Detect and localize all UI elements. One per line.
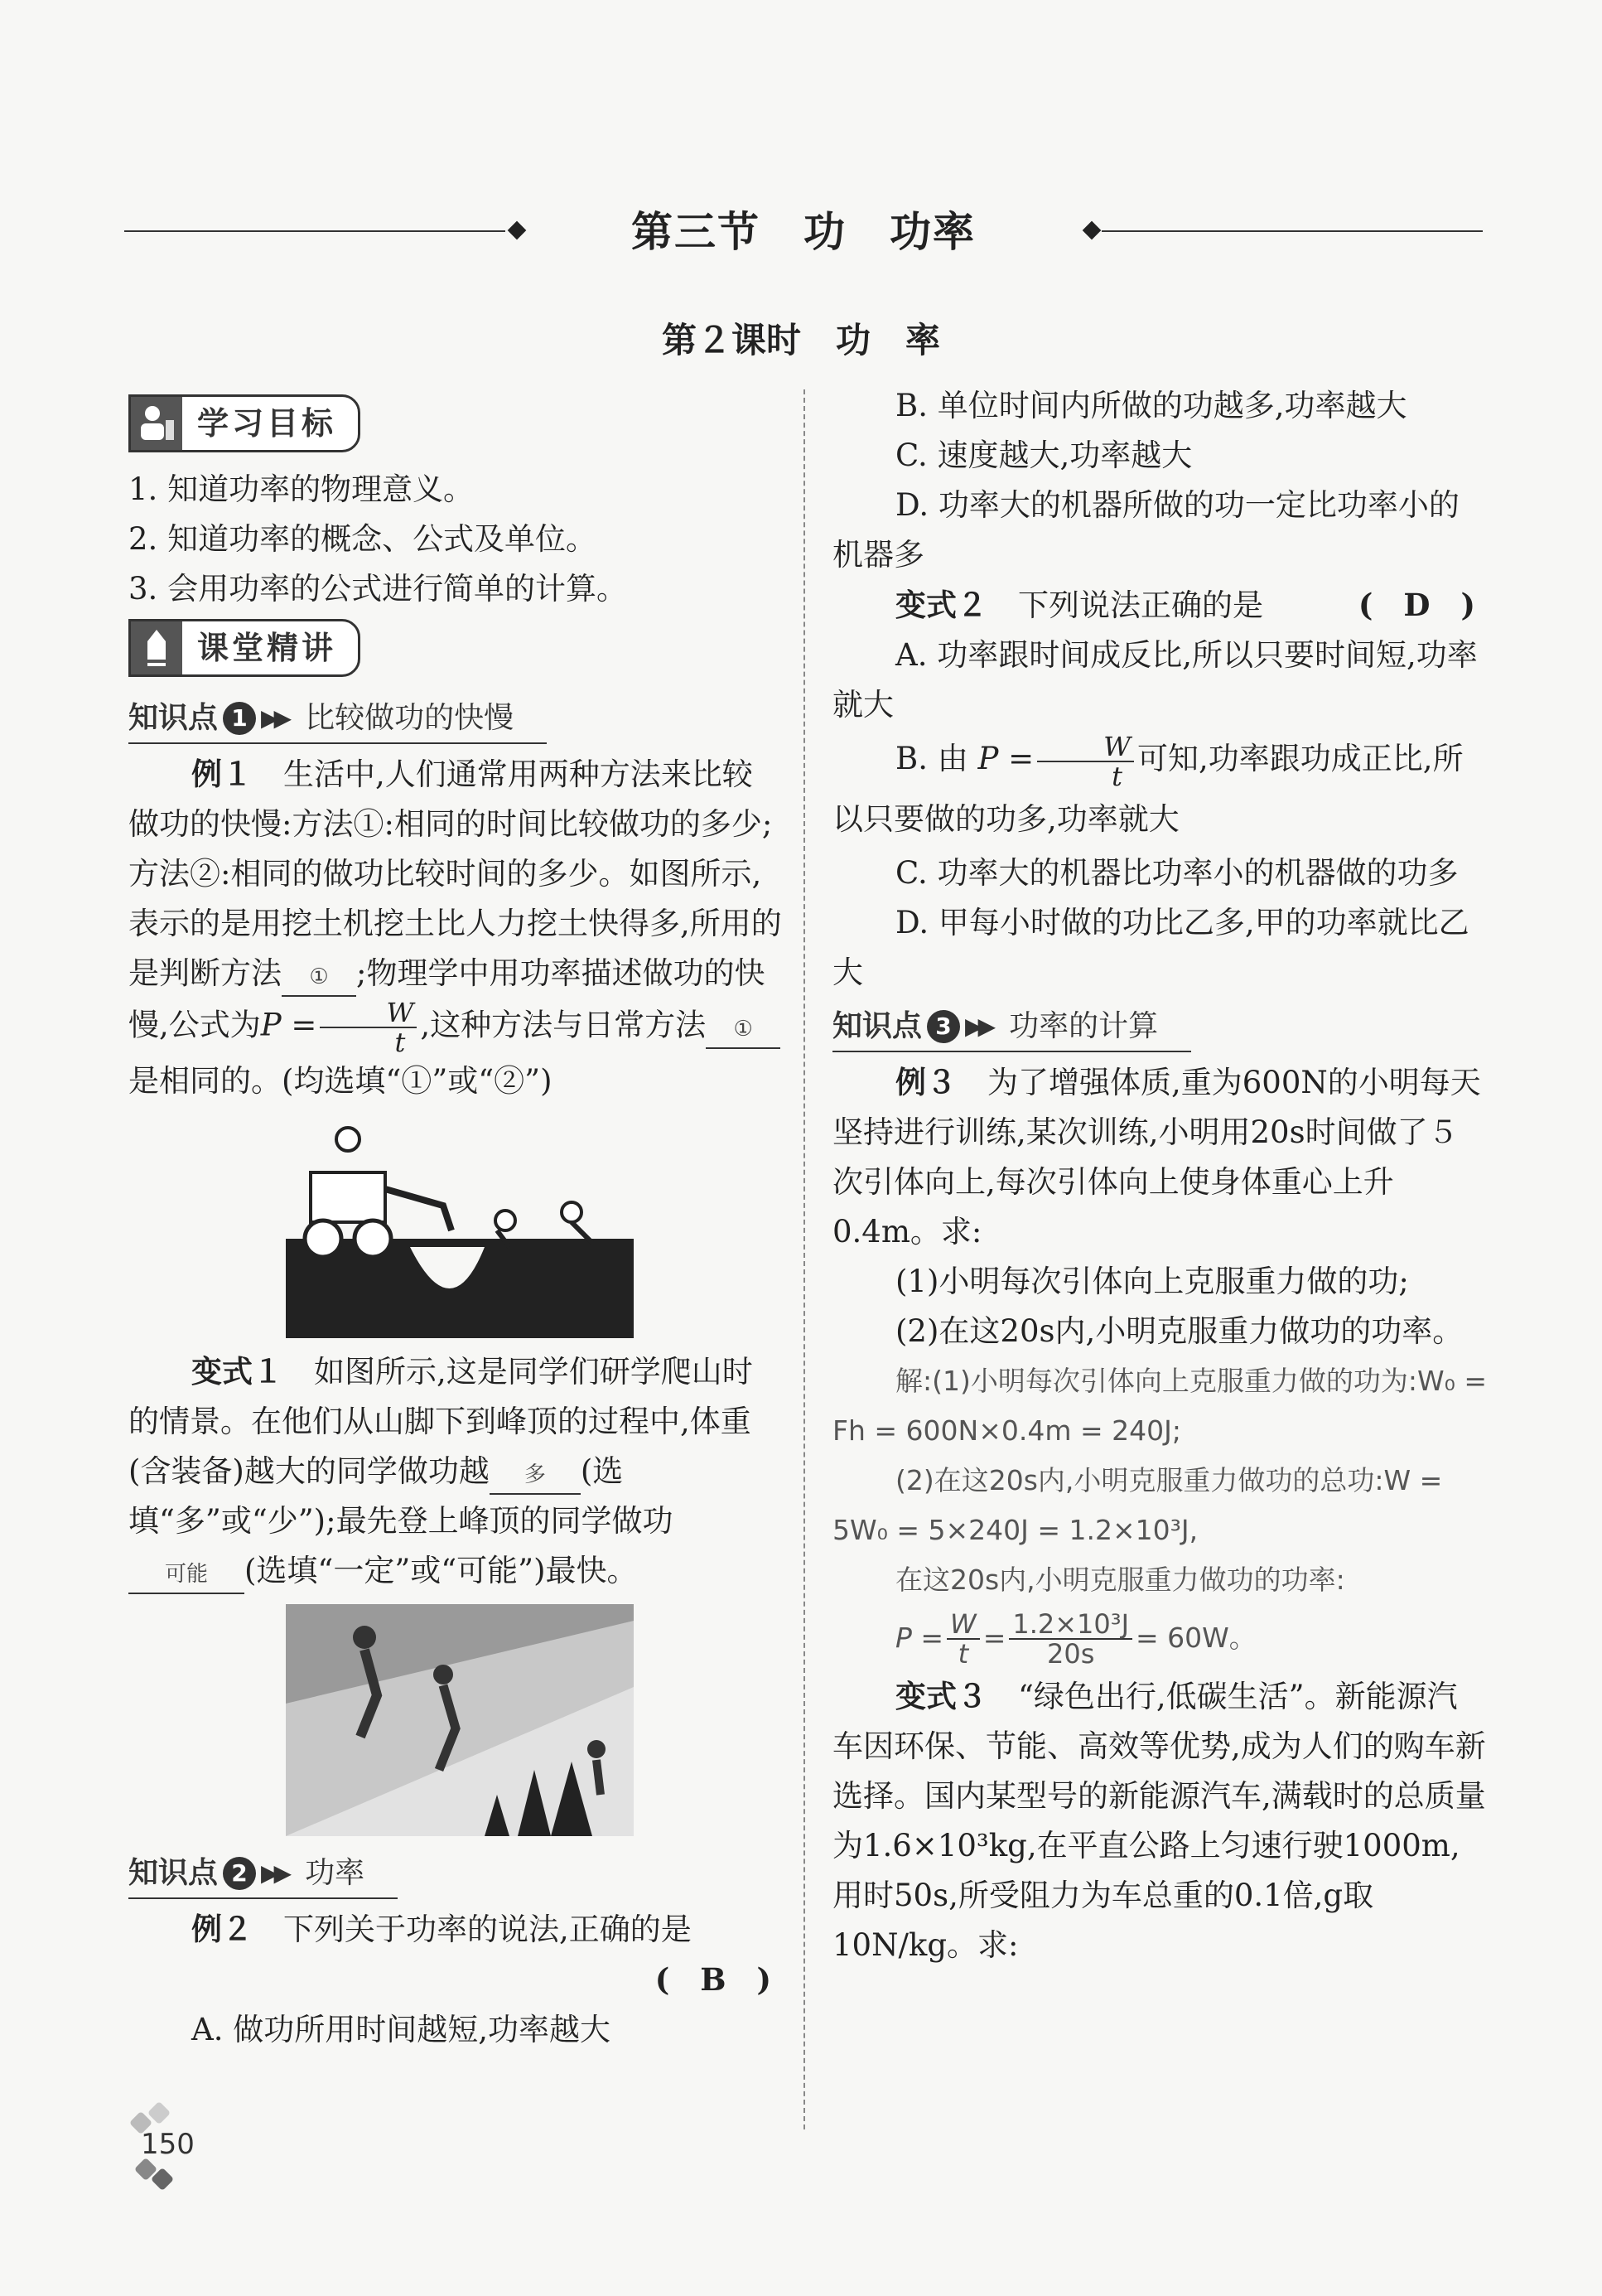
- kp-number: 3: [927, 1010, 960, 1043]
- option: C. 功率大的机器比功率小的机器做的功多: [895, 854, 1459, 891]
- column-divider: [803, 389, 805, 2129]
- solution-line: 在这20s内,小明克服重力做功的功率:: [895, 1563, 1345, 1596]
- option: D. 甲每小时做的功比乙多,甲的功率就比乙大: [832, 904, 1469, 990]
- option: A. 功率跟时间成反比,所以只要时间短,功率就大: [832, 637, 1478, 723]
- knowledge-point-3: [832, 1003, 1191, 1052]
- kp-number: 1: [223, 702, 256, 735]
- fraction-numerator: W: [1037, 732, 1134, 762]
- answer-bracket: [128, 1955, 783, 2005]
- title-rule-right: [1102, 230, 1483, 232]
- section-title: 第三节 功 功率: [631, 207, 976, 256]
- solution-line: 解:(1)小明每次引体向上克服重力做的功为:W₀ = Fh = 600N×0.4m = 240J;: [832, 1364, 1487, 1447]
- example-text: 生活中,人们通常用两种方法来比较做功的快慢:方法①:相同的时间比较做功的多少;方法②:相同的做功比较时间的多少。如图所示,表示的是用挖土机挖土比人力挖土快得多,所用的是判断方法: [128, 756, 782, 991]
- answer-blank: [128, 1554, 244, 1594]
- option: A. 做功所用时间越短,功率越大: [191, 2012, 611, 2047]
- fraction-denominator: t: [1112, 760, 1123, 792]
- kp-title: 比较做功的快慢: [305, 701, 514, 735]
- answer-text: ①: [733, 1016, 753, 1042]
- goal-item: 2. 知道功率的概念、公式及单位。: [128, 521, 597, 557]
- fraction: [947, 1610, 980, 1668]
- kp-title: 功率的计算: [1009, 1008, 1159, 1043]
- variant-1: [128, 1346, 783, 1596]
- example-1: [128, 749, 783, 1106]
- option-text: B. 由: [895, 741, 968, 776]
- variant-3: [832, 1671, 1487, 1970]
- excavator-figure: [128, 1106, 783, 1346]
- double-arrow-icon: ▶▶: [965, 1012, 992, 1040]
- option: [832, 730, 1487, 848]
- fraction-numerator: 1.2×10³J: [1009, 1610, 1132, 1640]
- question: (2)在这20s内,小明克服重力做功的功率。: [895, 1312, 1464, 1349]
- example-label: 例１: [191, 756, 253, 792]
- class-lecture-label: 课堂精讲: [197, 630, 337, 666]
- fraction-denominator: t: [958, 1638, 969, 1670]
- fraction-denominator: t: [394, 1027, 406, 1058]
- variant-2: [832, 580, 1487, 631]
- answer-text: ( D ): [1358, 587, 1475, 623]
- fraction-numerator: W: [947, 1610, 980, 1640]
- pencil-icon: [131, 621, 182, 674]
- left-column: [128, 389, 783, 2055]
- formula-symbol: =: [982, 1621, 1006, 1654]
- kp-title: 功率: [305, 1856, 365, 1890]
- answer-text: ①: [309, 964, 329, 989]
- answer-blank: [282, 956, 356, 997]
- option: B. 单位时间内所做的功越多,功率越大: [895, 388, 1407, 423]
- option: C. 速度越大,功率越大: [895, 437, 1193, 473]
- variant-text: 如图所示,这是同学们研学爬山时的情景。在他们从山脚下到峰顶的过程中,体重(含装备)越大的同学做功越: [128, 1354, 753, 1489]
- example-label: 例３: [895, 1063, 957, 1100]
- example-label: 例２: [191, 1911, 253, 1947]
- kp-label: 知识点: [128, 701, 219, 735]
- answer-text: ( B ): [654, 1961, 771, 1998]
- page-number: 150: [141, 2128, 195, 2161]
- fraction: [320, 998, 417, 1056]
- variant-label: 变式３: [895, 1677, 987, 1714]
- example-text: 为了增强体质,重为600N的小明每天坚持进行训练,某次训练,小明用20s时间做了５次引体向上,每次引体向上使身体重心上升0.4m。求:: [832, 1064, 1481, 1250]
- learning-goals-header: [128, 394, 360, 452]
- variant-text: 下列说法正确的是: [1018, 587, 1263, 623]
- variant-text: (选填“多”或“少”);最先登上峰顶的同学做功: [128, 1453, 673, 1539]
- variant-label: 变式１: [191, 1353, 283, 1390]
- example-text: 是相同的。(均选填“①”或“②”): [128, 1063, 552, 1099]
- knowledge-point-2: [128, 1849, 398, 1899]
- student-icon: [131, 397, 182, 450]
- answer-text: 多: [524, 1462, 546, 1487]
- kp-number: 2: [223, 1857, 256, 1890]
- example-text: ;物理学中用功率描述做功的快慢,公式为: [128, 955, 765, 1043]
- double-arrow-icon: ▶▶: [261, 704, 287, 732]
- variant-text: (选填“一定”或“可能”)最快。: [244, 1553, 638, 1588]
- variant-text: “绿色出行,低碳生活”。新能源汽车因环保、节能、高效等优势,成为人们的购车新选择。国内某型号的新能源汽车,满载时的总质量为1.6×10³kg,在平直公路上匀速行驶1000m,用时50s,所受阻力为车总重的0.1倍,g取10N/kg。求:: [832, 1678, 1486, 1963]
- fraction: [1037, 732, 1134, 790]
- example-text: ,这种方法与日常方法: [420, 1007, 707, 1043]
- solution-formula: [832, 1605, 1487, 1671]
- option-text: 可知,功率跟功成正比,所以只要做的功多,功率就大: [832, 741, 1464, 837]
- mountain-climbing-illustration: [286, 1604, 634, 1836]
- fraction: [1009, 1610, 1132, 1668]
- right-column: [832, 381, 1487, 1970]
- knowledge-point-1: [128, 694, 547, 744]
- answer-text: 可能: [164, 1562, 208, 1587]
- goal-item: 3. 会用功率的公式进行简单的计算。: [128, 571, 628, 607]
- formula-result: = 60W。: [1136, 1621, 1257, 1654]
- fraction-denominator: 20s: [1046, 1638, 1095, 1670]
- solution-line: (2)在这20s内,小明克服重力做功的总功:W = 5W₀ = 5×240J = 1.2×10³J,: [832, 1463, 1443, 1546]
- formula-symbol: P =: [977, 741, 1035, 776]
- climbing-figure: [128, 1596, 783, 1844]
- variant-label: 变式２: [895, 587, 987, 623]
- fraction-numerator: W: [320, 998, 417, 1028]
- option: D. 功率大的机器所做的功一定比功率小的机器多: [832, 487, 1460, 573]
- section-header: [124, 199, 1483, 265]
- question: (1)小明每次引体向上克服重力做的功;: [895, 1263, 1409, 1299]
- goal-item: 1. 知道功率的物理意义。: [128, 471, 475, 507]
- learning-goals-label: 学习目标: [197, 405, 337, 442]
- formula-symbol: P =: [260, 1007, 317, 1043]
- answer-blank: [706, 1008, 780, 1049]
- example-3: [832, 1057, 1487, 1257]
- lesson-title: 第２课时 功 率: [661, 320, 940, 360]
- example-text: 下列关于功率的说法,正确的是: [283, 1912, 692, 1947]
- excavator-illustration: [286, 1114, 634, 1338]
- double-arrow-icon: ▶▶: [261, 1859, 287, 1887]
- answer-blank: [490, 1454, 581, 1495]
- kp-label: 知识点: [128, 1856, 219, 1890]
- kp-label: 知识点: [832, 1008, 923, 1043]
- example-2: [128, 1904, 783, 1955]
- formula-symbol: P =: [895, 1621, 944, 1654]
- class-lecture-header: [128, 619, 360, 677]
